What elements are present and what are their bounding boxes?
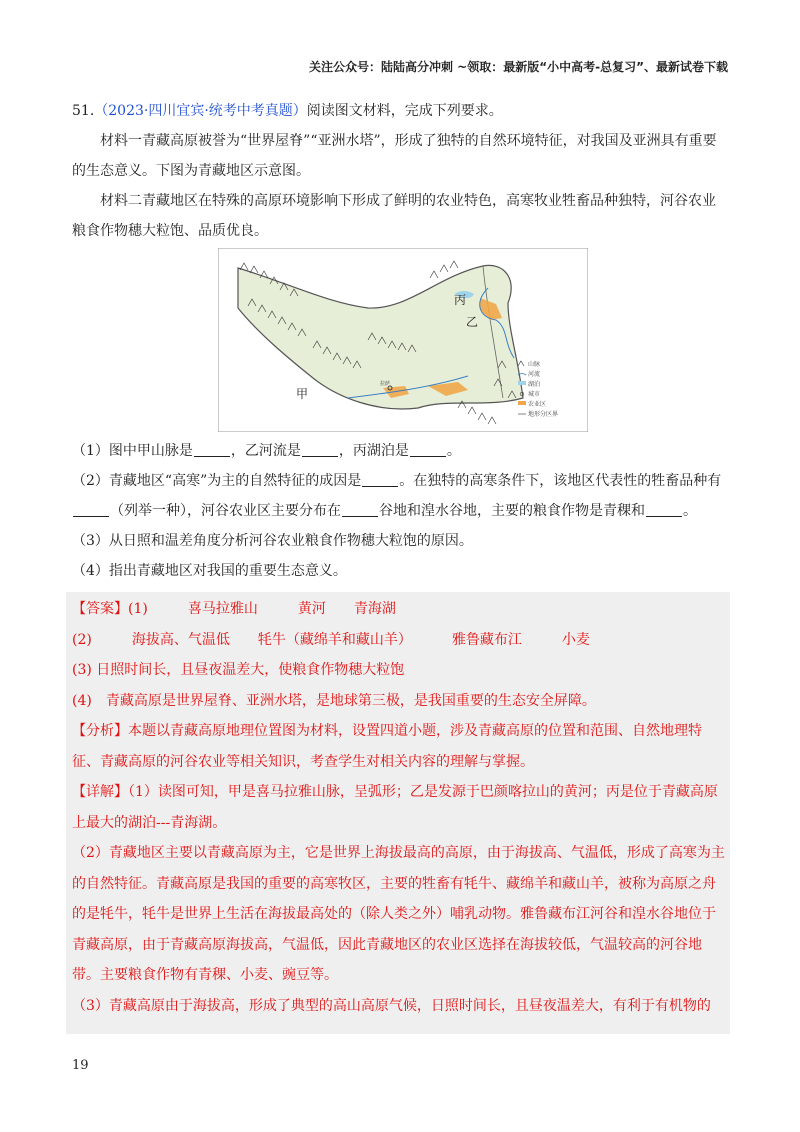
detail-3: （3）青藏高原由于海拔高，形成了典型的高山高原气候，日照时间长，且昼夜温差大，有利于有机物的 [72, 997, 711, 1014]
q2: （2）青藏地区“高寒”为主的自然特征的成因是 。在独特的高寒条件下，该地区代表性的牲畜品种有（列举一种），河谷农业区主要分布在 谷地和湟水谷地，主要的粮食作物是青稞和 。 [72, 473, 722, 519]
qinghai-tibet-map [218, 248, 588, 432]
analysis: 【分析】本题以青藏高原地理位置图为材料，设置四道小题，涉及青藏高原的位置和范围、自然地理特征、青藏高原的河谷农业等相关知识，考查学生对相关内容的理解与掌握。 [72, 723, 702, 770]
svg-text:湖泊: 湖泊 [528, 381, 541, 388]
label-lhasa: 拉萨 [380, 381, 391, 387]
q3: （3）从日照和温差角度分析河谷农业粮食作物穗大粒饱的原因。 [72, 533, 473, 549]
answer-line-4: (4) 青藏高原是世界屋脊、亚洲水塔，是地球第三极，是我国重要的生态安全屏障。 [72, 692, 596, 709]
label-bing: 丙 [454, 293, 467, 307]
question-block [72, 96, 728, 246]
question-source: （2023·四川宜宾·统考中考真题） [94, 103, 307, 119]
material-2: 材料二青藏地区在特殊的高原环境影响下形成了鲜明的农业特色，高寒牧业牲畜品种独特，河谷农业粮食作物穗大粒饱、品质优良。 [72, 193, 716, 239]
svg-text:河流: 河流 [528, 371, 541, 378]
q1: （1）图中甲山脉是 ，乙河流是 ，丙湖泊是 。 [72, 443, 461, 459]
farm-legend-icon [518, 401, 526, 405]
answer-line-3: (3) 日照时间长，且昼夜温差大，使粮食作物穗大粒饱 [72, 662, 405, 678]
material-1: 材料一青藏高原被誉为“世界屋脊”“亚洲水塔”，形成了独特的自然环境特征，对我国及亚洲具有重要的生态意义。下图为青藏地区示意图。 [72, 133, 717, 179]
question-title [72, 96, 728, 126]
svg-text:山脉: 山脉 [528, 361, 541, 368]
answer-block [72, 594, 728, 1021]
answer-line-2: (2) 海拔高、气温低 牦牛（藏绵羊和藏山羊） 雅鲁藏布江 小麦 [72, 631, 590, 648]
label-jia: 甲 [296, 387, 309, 401]
answer-line-1: 【答案】(1) 喜马拉雅山 黄河 青海湖 [72, 601, 396, 617]
q4: （4）指出青藏地区对我国的重要生态意义。 [72, 563, 347, 579]
question-number: 51. [72, 103, 95, 119]
sub-questions [72, 436, 728, 586]
svg-text:地形分区界: 地形分区界 [528, 411, 559, 418]
page-header: 关注公众号：陆陆高分冲刺 ~领取：最新版“小中高考-总复习”、最新试卷下载 [309, 60, 728, 74]
label-yi: 乙 [466, 315, 479, 329]
detail-1: 【详解】（1）读图可知，甲是喜马拉雅山脉，呈弧形；乙是发源于巴颜喀拉山的黄河；丙是位于青藏高原上最大的湖泊---青海湖。 [72, 784, 718, 831]
svg-text:农业区: 农业区 [528, 401, 547, 408]
lake-legend-icon [518, 381, 526, 385]
svg-text:城市: 城市 [528, 391, 541, 398]
detail-2: （2）青藏地区主要以青藏高原为主，它是世界上海拔最高的高原，由于海拔高、气温低，形成了高寒为主的自然特征。青藏高原是我国的重要的高寒牧区，主要的牲畜有牦牛、藏绵羊和藏山羊，被称为高原之舟的是牦牛，牦牛是世界上生活在海拔最高处的（除人类之外）哺乳动物。雅鲁藏布江河谷和湟水谷地位于青藏高原，由于青藏高原海拔高，气温低，因此青藏地区的农业区选择在海拔较低，气温较高的河谷地带。主要粮食作物有青稞、小麦、豌豆等。 [72, 845, 725, 983]
page-number: 19 [72, 1058, 89, 1073]
question-prompt: 阅读图文材料，完成下列要求。 [306, 103, 503, 119]
